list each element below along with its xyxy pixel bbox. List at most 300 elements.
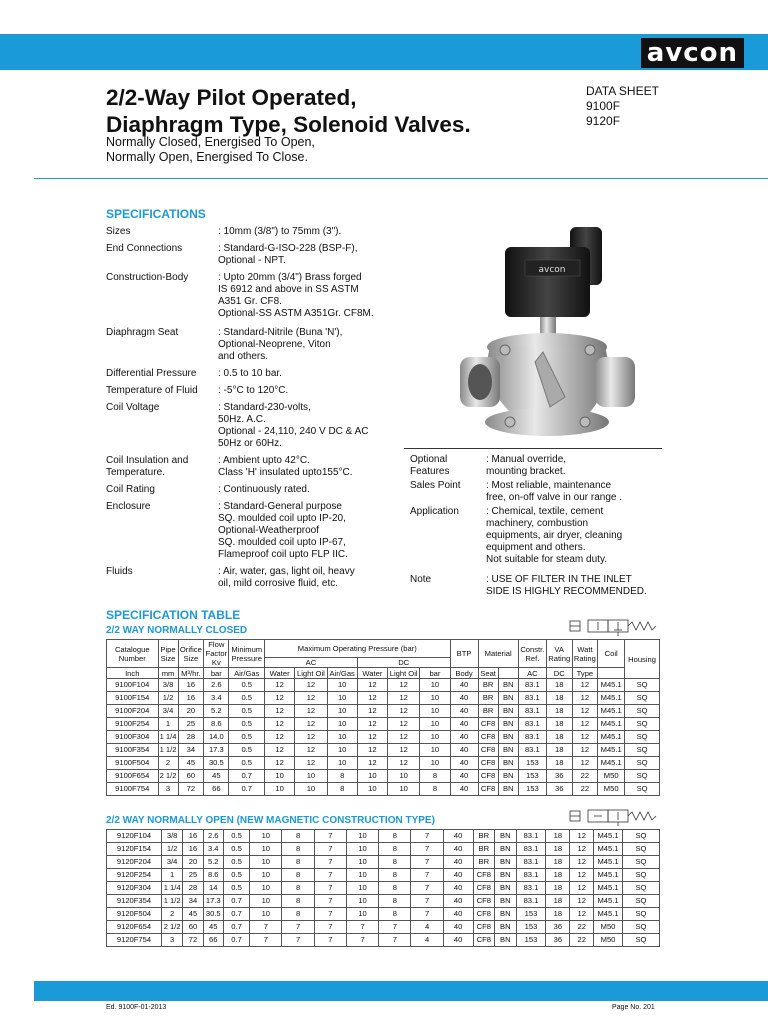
table-cell: BR — [473, 843, 495, 856]
table-cell: 2 — [158, 757, 178, 770]
table-cell: 40 — [443, 830, 473, 843]
table-cell: 18 — [546, 731, 572, 744]
spec-value-line: 50Hz or 60Hz. — [218, 438, 282, 449]
spec-value-line: 50Hz. A.C. — [218, 414, 266, 425]
table-cell: 3/8 — [161, 830, 182, 843]
header-va-rating-line: VA — [554, 644, 564, 654]
table-row — [107, 843, 660, 856]
header-sub: Air/Gas — [229, 668, 265, 679]
header-flow-factor — [204, 640, 229, 668]
table-cell: 9100F304 — [107, 731, 159, 744]
spec-label — [106, 385, 218, 397]
table-cell: 22 — [572, 783, 598, 796]
table-cell: 18 — [546, 869, 570, 882]
spec-value-line: and others. — [218, 351, 269, 362]
table-cell: 3/4 — [161, 856, 182, 869]
spec-value-line: machinery, combustion — [486, 518, 589, 529]
table-cell: 4 — [411, 934, 443, 947]
spec-row — [106, 243, 406, 267]
table-cell: 22 — [572, 770, 598, 783]
spec-value-line: IS 6912 and above in SS ASTM — [218, 284, 359, 295]
table-cell: SQ — [622, 882, 659, 895]
table-cell: M45.1 — [594, 843, 623, 856]
table-cell: 153 — [516, 921, 546, 934]
table-cell: 10 — [265, 783, 295, 796]
table-cell: 18 — [546, 882, 570, 895]
edition-label: Ed. 9100F-01-2013 — [106, 1004, 167, 1011]
specifications-list-right — [410, 454, 670, 600]
table-cell: 8 — [282, 908, 314, 921]
table-row — [107, 679, 660, 692]
table-cell: 83.1 — [516, 869, 546, 882]
table-cell: 8 — [420, 783, 450, 796]
table-cell: CF8 — [478, 744, 498, 757]
table-cell: 0.7 — [223, 895, 249, 908]
table-cell: 8 — [379, 908, 411, 921]
header-pipe-size-line: Size — [160, 653, 176, 663]
spec-value-line: Optional-SS ASTM A351Gr. CF8M. — [218, 308, 374, 319]
table-row — [107, 882, 660, 895]
table-cell: 12 — [357, 718, 387, 731]
table-cell: 12 — [388, 705, 420, 718]
table-cell: 83.1 — [518, 731, 546, 744]
header-flow-factor-line: Kv — [211, 658, 221, 667]
table-cell: 18 — [546, 843, 570, 856]
header-sub: Inch — [107, 668, 159, 679]
table-cell: SQ — [625, 692, 660, 705]
table-cell: 40 — [443, 895, 473, 908]
table-cell: 8 — [327, 770, 357, 783]
table-cell: 10 — [420, 705, 450, 718]
table-cell: M45.1 — [598, 757, 625, 770]
table-cell: 8 — [379, 843, 411, 856]
table-cell: 7 — [379, 934, 411, 947]
table-cell: 12 — [388, 757, 420, 770]
table-cell: 12 — [357, 692, 387, 705]
header-minimum-pressure — [229, 640, 265, 668]
table-cell: 0.5 — [223, 869, 249, 882]
spec-label-line: Coil Rating — [106, 484, 155, 495]
table-cell: 12 — [388, 731, 420, 744]
header-orifice-size-line: Size — [183, 653, 199, 663]
table-cell: BN — [495, 843, 517, 856]
table-cell: 36 — [546, 783, 572, 796]
table-cell: 0.5 — [229, 679, 265, 692]
spec-value-line: oil, mild corrosive fluid, etc. — [218, 578, 339, 589]
spec-row — [106, 455, 406, 479]
table-cell: 12 — [357, 757, 387, 770]
table-cell: 2.6 — [204, 679, 229, 692]
table-row — [107, 692, 660, 705]
table-row — [107, 757, 660, 770]
table-cell: 7 — [314, 882, 346, 895]
spec-value-line: SQ. moulded coil upto IP-67, — [218, 537, 346, 548]
table-cell: 40 — [450, 692, 478, 705]
header-ac — [265, 658, 358, 668]
divider — [404, 448, 662, 449]
avcon-logo: avcon — [641, 38, 744, 68]
table-cell: 3.4 — [204, 692, 229, 705]
nc-valve-symbol-icon — [568, 618, 660, 638]
table-cell: 10 — [250, 869, 282, 882]
table-cell: 60 — [178, 770, 204, 783]
table-cell: 8 — [282, 869, 314, 882]
spec-label — [106, 455, 218, 479]
spec-value — [218, 455, 406, 479]
table-cell: 18 — [546, 692, 572, 705]
header-coil — [598, 640, 625, 668]
datasheet-title: DATA SHEET — [586, 84, 659, 98]
table-cell: 0.5 — [229, 705, 265, 718]
table-cell: 12 — [388, 692, 420, 705]
spec-value-line: : Standard-General purpose — [218, 501, 342, 512]
spec-label — [410, 506, 486, 566]
table-cell: 12 — [572, 692, 598, 705]
spec-value — [218, 501, 406, 561]
table-cell: CF8 — [473, 908, 495, 921]
table-cell: SQ — [622, 934, 659, 947]
spec-value-line: : 0.5 to 10 bar. — [218, 368, 282, 379]
table-cell: SQ — [622, 843, 659, 856]
table-cell: 9120F304 — [107, 882, 162, 895]
table-cell: 12 — [572, 705, 598, 718]
table-cell: 17.3 — [204, 744, 229, 757]
table-cell: CF8 — [478, 783, 498, 796]
table-cell: 10 — [357, 783, 387, 796]
table-cell: 0.5 — [229, 731, 265, 744]
table-cell: 10 — [420, 731, 450, 744]
table-cell: 4 — [411, 921, 443, 934]
table-cell: 8 — [327, 783, 357, 796]
header-btp — [450, 640, 478, 668]
table-cell: 10 — [346, 895, 378, 908]
spec-row — [410, 480, 670, 504]
table-cell: 12 — [570, 882, 594, 895]
spec-label-line: Note — [410, 574, 432, 585]
spec-value-line: : Standard-230-volts, — [218, 402, 311, 413]
spec-label-line: End Connections — [106, 243, 183, 254]
table-cell: 7 — [411, 908, 443, 921]
spec-label — [106, 484, 218, 496]
table-cell: M45.1 — [594, 882, 623, 895]
table-cell: 1 1/4 — [158, 731, 178, 744]
valve-label: avcon — [538, 265, 566, 275]
table-row — [107, 770, 660, 783]
spec-label — [410, 454, 486, 478]
table-cell: BN — [495, 895, 517, 908]
table-cell: 12 — [572, 731, 598, 744]
table-cell: 1 1/2 — [161, 895, 182, 908]
header-dc — [357, 658, 450, 668]
table-cell: 1 — [161, 869, 182, 882]
table-cell: 9120F354 — [107, 895, 162, 908]
spec-label-line: Optional — [410, 454, 448, 465]
table-cell: 12 — [295, 744, 327, 757]
header-btp-line: BTP — [456, 649, 472, 658]
table-cell: 10 — [357, 770, 387, 783]
spec-value — [486, 454, 566, 478]
spec-row — [106, 484, 406, 496]
table-cell: 12 — [572, 718, 598, 731]
table-cell: 10 — [327, 718, 357, 731]
header-va-rating-line: Rating — [548, 653, 571, 663]
spec-row — [106, 226, 406, 238]
spec-value-line: : Standard-Nitrile (Buna 'N'), — [218, 327, 343, 338]
table-cell: M50 — [594, 921, 623, 934]
table-cell: 12 — [570, 895, 594, 908]
table-cell: 36 — [546, 770, 572, 783]
table-cell: 34 — [183, 895, 203, 908]
spec-label-line: Construction-Body — [106, 272, 189, 283]
table-cell: BN — [498, 731, 518, 744]
header-max-pressure — [265, 640, 451, 658]
table-cell: 7 — [346, 934, 378, 947]
header-sub: DC — [546, 668, 572, 679]
spec-row — [106, 327, 406, 363]
table-cell: BN — [495, 830, 517, 843]
table-row — [107, 718, 660, 731]
table-cell: 66 — [204, 783, 229, 796]
table-cell: 0.5 — [229, 757, 265, 770]
table-cell: 9120F154 — [107, 843, 162, 856]
table-cell: 17.3 — [203, 895, 223, 908]
header-sub: Seat — [478, 668, 498, 679]
spec-value — [218, 368, 406, 380]
table-cell: 40 — [443, 869, 473, 882]
table-cell: 8 — [379, 869, 411, 882]
spec-value — [218, 566, 406, 590]
table-cell: 9100F654 — [107, 770, 159, 783]
table-cell: 12 — [357, 679, 387, 692]
table-cell: 9100F504 — [107, 757, 159, 770]
table-cell: 10 — [327, 705, 357, 718]
table-cell: 7 — [282, 921, 314, 934]
spec-value-line: : 10mm (3/8") to 75mm (3"). — [218, 226, 342, 237]
table-cell: BN — [498, 705, 518, 718]
table-row — [107, 869, 660, 882]
table-cell: 2 1/2 — [161, 921, 182, 934]
spec-row — [106, 272, 406, 320]
header-sub: bar — [204, 668, 229, 679]
header-watt-rating-line: Rating — [573, 653, 596, 663]
header-catalogue-line: Number — [118, 653, 146, 663]
table-cell: 8 — [282, 830, 314, 843]
spec-label-line: Fluids — [106, 566, 133, 577]
table-cell: 0.5 — [229, 718, 265, 731]
spec-value — [218, 272, 406, 320]
table-cell: 16 — [183, 830, 203, 843]
spec-row — [106, 402, 406, 450]
table-cell: M50 — [594, 934, 623, 947]
table-cell: 12 — [265, 718, 295, 731]
spec-value — [486, 574, 647, 598]
spec-value — [218, 226, 406, 238]
table-row — [107, 830, 660, 843]
table-cell: 10 — [388, 770, 420, 783]
header-housing — [625, 640, 660, 679]
spec-label-line: Coil Voltage — [106, 402, 160, 413]
spec-value-line: Optional-Weatherproof — [218, 525, 319, 536]
table-cell: 25 — [183, 869, 203, 882]
table-cell: SQ — [625, 718, 660, 731]
header-sub: Water — [357, 668, 387, 679]
spec-label — [410, 480, 486, 504]
table-cell: SQ — [625, 757, 660, 770]
spec-value-line: Optional - 24,110, 240 V DC & AC — [218, 426, 369, 437]
table-cell: 10 — [250, 843, 282, 856]
table-cell: 9100F254 — [107, 718, 159, 731]
table-cell: 30.5 — [203, 908, 223, 921]
table-cell: SQ — [622, 856, 659, 869]
table-cell: 153 — [518, 783, 546, 796]
spec-row — [410, 574, 670, 598]
spec-value-line: Optional - NPT. — [218, 255, 286, 266]
table-cell: 0.5 — [229, 692, 265, 705]
table-cell: 83.1 — [516, 882, 546, 895]
table-cell: 28 — [178, 731, 204, 744]
table-cell: BR — [478, 679, 498, 692]
spec-value-line: SIDE IS HIGHLY RECOMMENDED. — [486, 586, 647, 597]
table-cell: 12 — [572, 757, 598, 770]
table-cell: 5.2 — [204, 705, 229, 718]
table-cell: M45.1 — [594, 869, 623, 882]
table-cell: 83.1 — [516, 830, 546, 843]
table-cell: M45.1 — [598, 705, 625, 718]
table-cell: 9120F654 — [107, 921, 162, 934]
table-cell: 83.1 — [518, 705, 546, 718]
spec-label-line: Sizes — [106, 226, 131, 237]
table-cell: 9120F754 — [107, 934, 162, 947]
table-cell: 12 — [388, 744, 420, 757]
spec-value-line: SQ. moulded coil upto IP-20, — [218, 513, 346, 524]
table-cell: 12 — [295, 692, 327, 705]
spec-row — [106, 501, 406, 561]
spec-label-line: Temperature of Fluid — [106, 385, 198, 396]
table-cell: 12 — [295, 679, 327, 692]
table-cell: M45.1 — [598, 744, 625, 757]
table-cell: 153 — [516, 934, 546, 947]
table-cell: 12 — [570, 843, 594, 856]
spec-label — [106, 368, 218, 380]
footer-bar — [34, 981, 768, 1001]
table-cell: 8 — [379, 856, 411, 869]
table-cell: 8 — [420, 770, 450, 783]
table-cell: 10 — [420, 718, 450, 731]
header-sub: AC — [518, 668, 546, 679]
table-cell: BN — [498, 783, 518, 796]
table-cell: 8 — [379, 882, 411, 895]
header-constr-ref-line: Ref. — [525, 653, 540, 663]
nc-spec-table — [106, 639, 660, 796]
spec-label-line: Diaphragm Seat — [106, 327, 179, 338]
table-cell: 1 1/4 — [161, 882, 182, 895]
spec-label-line: Differential Pressure — [106, 368, 197, 379]
table-cell: 10 — [327, 757, 357, 770]
table-cell: 18 — [546, 705, 572, 718]
table-cell: 40 — [443, 882, 473, 895]
table-cell: 3 — [161, 934, 182, 947]
header-sub: Body — [450, 668, 478, 679]
subtitle-line-1: Normally Closed, Energised To Open, — [106, 135, 315, 149]
table-cell: 8.6 — [204, 718, 229, 731]
table-cell: 7 — [411, 895, 443, 908]
table-cell: 10 — [327, 731, 357, 744]
table-cell: 16 — [178, 692, 204, 705]
table-cell: BR — [478, 692, 498, 705]
table-cell: 9100F104 — [107, 679, 159, 692]
table-cell: 7 — [250, 934, 282, 947]
divider — [34, 178, 768, 179]
table-cell: 22 — [570, 934, 594, 947]
table-cell: 83.1 — [516, 856, 546, 869]
table-cell: 1 — [158, 718, 178, 731]
table-cell: 16 — [183, 843, 203, 856]
table-cell: 3.4 — [203, 843, 223, 856]
table-cell: 8 — [282, 856, 314, 869]
table-cell: 40 — [443, 908, 473, 921]
table-cell: 83.1 — [518, 744, 546, 757]
table-cell: 12 — [265, 705, 295, 718]
table-cell: 10 — [250, 856, 282, 869]
header-watt-rating-line: Watt — [577, 644, 593, 654]
table-cell: 10 — [420, 679, 450, 692]
table-cell: 8 — [379, 830, 411, 843]
table-cell: 14.0 — [204, 731, 229, 744]
table-cell: 28 — [183, 882, 203, 895]
spec-value — [218, 385, 406, 397]
table-cell: 7 — [314, 921, 346, 934]
table-cell: 9120F104 — [107, 830, 162, 843]
table-cell: BN — [498, 679, 518, 692]
table-cell: BN — [495, 856, 517, 869]
table-cell: 9100F204 — [107, 705, 159, 718]
table-cell: 72 — [178, 783, 204, 796]
spec-label — [106, 272, 218, 320]
table-cell: 12 — [570, 830, 594, 843]
table-cell: 12 — [570, 869, 594, 882]
table-cell: 7 — [314, 934, 346, 947]
table-cell: 12 — [265, 744, 295, 757]
table-cell: 7 — [411, 856, 443, 869]
table-cell: BN — [495, 882, 517, 895]
table-cell: BN — [498, 757, 518, 770]
table-row — [107, 731, 660, 744]
table-cell: BN — [498, 718, 518, 731]
table-cell: 7 — [314, 843, 346, 856]
table-cell: SQ — [622, 869, 659, 882]
table-cell: 0.7 — [223, 921, 249, 934]
table-cell: 18 — [546, 757, 572, 770]
table-cell: 3/8 — [158, 679, 178, 692]
table-cell: 36 — [546, 921, 570, 934]
header-minimum-pressure-line: Minimum — [231, 644, 263, 654]
table-cell: 0.5 — [223, 830, 249, 843]
table-cell: 22 — [570, 921, 594, 934]
spec-row — [106, 385, 406, 397]
table-cell: 83.1 — [518, 718, 546, 731]
table-cell: 7 — [314, 895, 346, 908]
page-number: Page No. 201 — [612, 1004, 655, 1011]
spec-value — [218, 402, 406, 450]
table-cell: BN — [498, 744, 518, 757]
table-cell: 40 — [450, 718, 478, 731]
header-housing-line: Housing — [628, 654, 656, 664]
table-cell: 45 — [203, 921, 223, 934]
table-cell: 40 — [443, 921, 473, 934]
table-cell: M45.1 — [594, 830, 623, 843]
datasheet-label — [586, 84, 659, 129]
table-cell: 30.5 — [204, 757, 229, 770]
